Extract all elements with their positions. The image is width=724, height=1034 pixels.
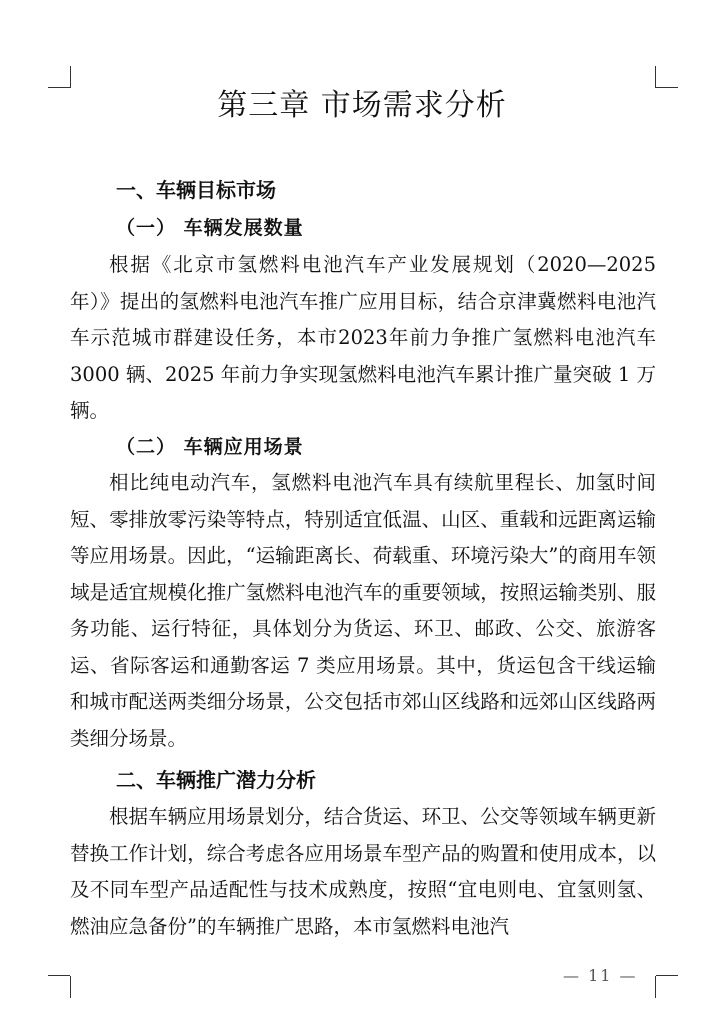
page-number: — 11 — <box>563 966 638 985</box>
section-heading-target-market: 一、车辆目标市场 <box>116 178 276 202</box>
crop-mark-top-right-vertical <box>655 66 656 88</box>
crop-mark-bottom-right-horizontal <box>656 975 678 976</box>
paragraph-application-scenarios: 相比纯电动汽车，氢燃料电池汽车具有续航里程长、加氢时间短、零排放零污染等特点，特别适宜低温、山区、重载和远距离运输等应用场景。因此，“运输距离长、荷载重、环境污染大”的商用车领域是适宜规模化推广氢燃料电池汽车的重要领域，按照运输类别、服务功能、运行特征，具体划分为货运、环卫、邮政、公交、旅游客运、省际客运和通勤客运 7 类应用场景。其中，货运包含干线运输和城市配送两类细分场景，公交包括市郊山区线路和远郊山区线路两类细分场景。 <box>70 471 656 750</box>
subsection-heading-application-scenarios: （二） 车辆应用场景 <box>116 436 304 458</box>
crop-mark-bottom-left-horizontal <box>48 975 70 976</box>
chapter-title: 第三章 市场需求分析 <box>217 88 507 123</box>
section-heading-promotion-potential: 二、车辆推广潜力分析 <box>116 768 316 792</box>
paragraph-vehicle-quantity: 根据《北京市氢燃料电池汽车产业发展规划（2020—2025年）》提出的氢燃料电池汽车推广应用目标，结合京津冀燃料电池汽车示范城市群建设任务，本市2023年前力争推广氢燃料电池汽车 3000 辆、2025 年前力争实现氢燃料电池汽车累计推广量突破 1 万辆。 <box>70 253 656 422</box>
paragraph-promotion-potential: 根据车辆应用场景划分，结合货运、环卫、公交等领域车辆更新替换工作计划，综合考虑各应用场景车型产品的购置和使用成本，以及不同车型产品适配性与技术成熟度，按照“宜电则电、宜氢则氢、燃油应急备份”的车辆推广思路，本市氢燃料电池汽 <box>70 805 656 938</box>
crop-mark-top-left-vertical <box>70 66 71 88</box>
crop-mark-bottom-left-vertical <box>70 976 71 998</box>
crop-mark-bottom-right-vertical <box>655 976 656 998</box>
subsection-heading-vehicle-quantity: （一） 车辆发展数量 <box>116 217 304 239</box>
